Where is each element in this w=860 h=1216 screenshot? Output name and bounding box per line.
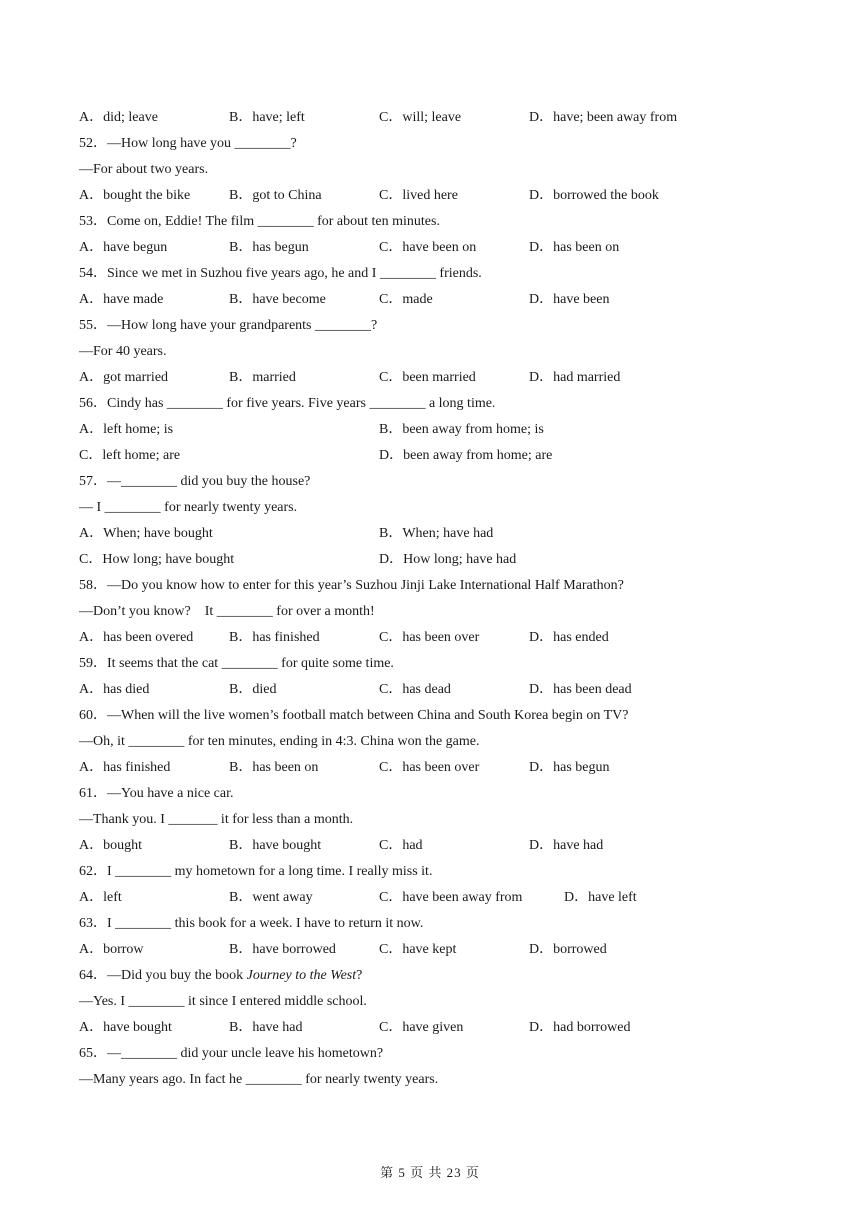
answer-option: C．has been over [379,760,480,775]
answer-option: A．have bought [79,1020,172,1035]
question-list [79,106,779,1094]
answer-options-row [79,522,779,548]
answer-option: C．have kept [379,942,457,957]
answer-option: C．have given [379,1020,464,1035]
answer-option: D．have been [529,292,610,307]
answer-option: D．have; been away from [529,110,678,125]
answer-option: A．has been overed [79,630,194,645]
question-line: 54．Since we met in Suzhou five years ago, he and I ________ friends. [79,266,482,281]
question-line: 60．—When will the live women’s football match between China and South Korea begin on TV? [79,708,629,723]
answer-option: D．have left [564,890,637,905]
question-line: 65．—________ did your uncle leave his hometown? [79,1046,384,1061]
answer-option: B．has begun [229,240,309,255]
question-line: —Yes. I ________ it since I entered middle school. [79,994,367,1009]
answer-option: A．left home; is [79,422,174,437]
answer-option: C．made [379,292,433,307]
answer-option: D．has been dead [529,682,632,697]
answer-option: D．has ended [529,630,609,645]
answer-option: A．have begun [79,240,168,255]
answer-option: A．got married [79,370,169,385]
question-line: 52．—How long have you ________? [79,136,297,151]
answer-option: A．has finished [79,760,171,775]
answer-option: A．When; have bought [79,526,213,541]
answer-option: C．been married [379,370,476,385]
question-line: —Thank you. I _______ it for less than a month. [79,812,354,827]
answer-option: B．has been on [229,760,319,775]
answer-option: B．has finished [229,630,320,645]
question-text-part: 64．—Did you buy the book [79,968,247,983]
answer-option: D．has been on [529,240,620,255]
answer-options-row [79,938,779,964]
question-line: 59．It seems that the cat ________ for quite some time. [79,656,394,671]
answer-option: D．have had [529,838,604,853]
question-line: —For about two years. [79,162,209,177]
answer-option: D．had borrowed [529,1020,631,1035]
answer-options-row [79,418,779,444]
question-line: 62．I ________ my hometown for a long time. I really miss it. [79,864,433,879]
book-title: Journey to the West [246,968,357,983]
answer-option: C．have been away from [379,890,523,905]
answer-option: D．been away from home; are [379,448,553,463]
answer-option: A．bought the bike [79,188,191,203]
answer-option: A．has died [79,682,150,697]
answer-option: C．have been on [379,240,477,255]
answer-option: C．will; leave [379,110,462,125]
page-footer: 第 5 页 共 23 页 [380,1165,480,1180]
answer-options-row [79,288,779,314]
answer-options-row [79,1016,779,1042]
answer-option: A．did; leave [79,110,158,125]
answer-option: A．have made [79,292,164,307]
answer-options-row [79,756,779,782]
answer-options-row [79,678,779,704]
answer-option: A．bought [79,838,142,853]
answer-options-row [79,834,779,860]
answer-option: D．borrowed the book [529,188,659,203]
answer-option: C．has dead [379,682,451,697]
answer-option: D．has begun [529,760,610,775]
answer-option: B．died [229,682,277,697]
question-line: 55．—How long have your grandparents ________? [79,318,378,333]
question-line: 53．Come on, Eddie! The film ________ for about ten minutes. [79,214,440,229]
answer-option: C．left home; are [79,448,181,463]
answer-options-row [79,886,779,912]
answer-option: D．borrowed [529,942,607,957]
question-line: 63．I ________ this book for a week. I have to return it now. [79,916,424,931]
question-line: —Many years ago. In fact he ________ for nearly twenty years. [79,1072,439,1087]
answer-option: B．have borrowed [229,942,336,957]
answer-option: C．lived here [379,188,458,203]
answer-option: B．have; left [229,110,305,125]
question-text-part: ? [356,968,363,983]
answer-option: B．have had [229,1020,303,1035]
answer-option: D．How long; have had [379,552,517,567]
question-line: 56．Cindy has ________ for five years. Five years ________ a long time. [79,396,496,411]
answer-option: B．married [229,370,296,385]
answer-option: B．When; have had [379,526,494,541]
question-line: —Don’t you know? It ________ for over a month! [79,604,375,619]
answer-options-row [79,444,779,470]
answer-options-row [79,236,779,262]
answer-options-row [79,626,779,652]
answer-options-row [79,184,779,210]
answer-option: A．left [79,890,122,905]
answer-option: D．had married [529,370,621,385]
question-line: — I ________ for nearly twenty years. [79,500,298,515]
answer-option: B．got to China [229,188,322,203]
answer-option: B．went away [229,890,313,905]
answer-option: C．has been over [379,630,480,645]
answer-options-row [79,106,779,132]
answer-option: B．have become [229,292,326,307]
answer-option: A．borrow [79,942,144,957]
question-line: —Oh, it ________ for ten minutes, ending in 4:3. China won the game. [79,734,480,749]
answer-option: C．had [379,838,423,853]
answer-option: B．have bought [229,838,322,853]
answer-options-row [79,366,779,392]
question-line: —For 40 years. [79,344,167,359]
question-line: 58．—Do you know how to enter for this year’s Suzhou Jinji Lake International Half Marathon? [79,578,624,593]
question-line: 61．—You have a nice car. [79,786,234,801]
answer-options-row [79,548,779,574]
answer-option: B．been away from home; is [379,422,544,437]
question-line [79,964,779,990]
question-line: 57．—________ did you buy the house? [79,474,311,489]
answer-option: C．How long; have bought [79,552,235,567]
